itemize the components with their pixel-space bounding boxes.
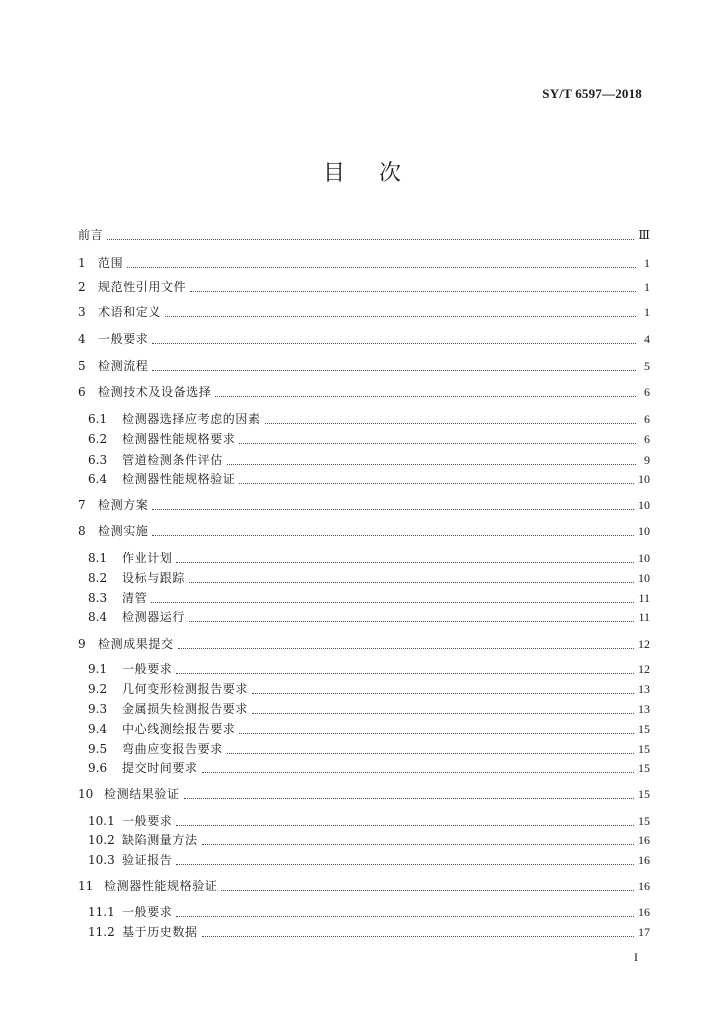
toc-entry-page: 16: [638, 833, 650, 847]
toc-entry[interactable]: [88, 451, 650, 469]
toc-entry-label: 一般要求: [122, 905, 173, 919]
toc-entry-label: 检测实施: [98, 524, 149, 538]
toc-entry-number: 9.5: [88, 742, 108, 756]
toc-entry-page: 15: [638, 787, 650, 801]
toc-entry-label: 范围: [98, 256, 124, 270]
footer-page-number: I: [634, 950, 638, 964]
toc-leader-dots: [176, 550, 634, 563]
toc-entry-number: 6.2: [88, 432, 108, 446]
toc-entry-page: 1: [644, 280, 650, 294]
toc-entry-number: 11.2: [88, 925, 115, 939]
toc-entry-label: 检测方案: [98, 498, 149, 512]
toc-entry-label: 几何变形检测报告要求: [122, 682, 249, 696]
toc-entry-page: 15: [638, 722, 650, 736]
toc-entry[interactable]: [88, 470, 650, 488]
toc-entry-page: 10: [638, 524, 650, 538]
toc-entry-number: 10.3: [88, 853, 115, 867]
toc-entry-page: 6: [644, 385, 650, 399]
toc-entry-label: 管道检测条件评估: [122, 453, 223, 467]
toc-leader-dots: [202, 924, 634, 937]
toc-entry-page: 16: [638, 879, 650, 893]
toc-entry-number: 6.3: [88, 453, 108, 467]
toc-entry-number: 11: [78, 879, 94, 893]
toc-entry-page: 1: [644, 305, 650, 319]
toc-entry-label: 前言: [78, 228, 104, 242]
toc-entry-page: 12: [638, 662, 650, 676]
toc-entry-page: 4: [644, 332, 650, 346]
toc-entry[interactable]: [88, 923, 650, 941]
toc-leader-dots: [152, 331, 636, 344]
toc-leader-dots: [152, 497, 634, 510]
toc-leader-dots: [265, 411, 636, 424]
toc-entry-number: 5: [78, 359, 86, 373]
toc-entry-label: 中心线测绘报告要求: [122, 722, 236, 736]
toc-entry-label: 设标与跟踪: [122, 571, 186, 585]
toc-leader-dots: [189, 570, 634, 583]
toc-entry[interactable]: [88, 740, 650, 758]
toc-leader-dots: [176, 852, 634, 865]
toc-entry[interactable]: [88, 680, 650, 698]
toc-entry[interactable]: [88, 569, 650, 587]
toc-entry[interactable]: [78, 226, 650, 244]
toc-entry-number: 11.1: [88, 905, 115, 919]
toc-entry-number: 6.1: [88, 412, 108, 426]
toc-entry-page: 15: [638, 814, 650, 828]
toc-entry[interactable]: [88, 700, 650, 718]
toc-entry[interactable]: [78, 330, 650, 348]
toc-entry-label: 检测结果验证: [104, 787, 180, 801]
toc-entry-number: 10: [78, 787, 94, 801]
toc-entry-page: 6: [644, 412, 650, 426]
toc-entry[interactable]: [78, 278, 650, 296]
toc-entry-page: 12: [638, 637, 650, 651]
toc-entry[interactable]: [78, 496, 650, 514]
toc-entry-label: 检测流程: [98, 359, 149, 373]
toc-leader-dots: [151, 590, 634, 603]
toc-entry-page: 10: [638, 472, 650, 486]
toc-entry-page: 10: [638, 571, 650, 585]
toc-leader-dots: [127, 255, 636, 268]
toc-leader-dots: [227, 452, 636, 465]
toc-entry-page: 5: [644, 359, 650, 373]
toc-leader-dots: [252, 701, 634, 714]
toc-leader-dots: [152, 358, 636, 371]
toc-leader-dots: [239, 431, 636, 444]
toc-entry[interactable]: [78, 522, 650, 540]
toc-entry[interactable]: [88, 660, 650, 678]
toc-leader-dots: [176, 813, 634, 826]
toc-entry-number: 6: [78, 385, 86, 399]
toc-entry[interactable]: [88, 812, 650, 830]
toc-entry-number: 4: [78, 332, 86, 346]
toc-entry-number: 8.1: [88, 551, 108, 565]
toc-leader-dots: [227, 741, 634, 754]
toc-entry-label: 清管: [122, 591, 148, 605]
toc-entry-number: 3: [78, 305, 86, 319]
toc-leader-dots: [189, 609, 634, 622]
toc-entry-label: 术语和定义: [98, 305, 162, 319]
toc-leader-dots: [107, 227, 634, 240]
toc-entry-number: 10.1: [88, 814, 115, 828]
toc-entry-page: 15: [638, 742, 650, 756]
toc-leader-dots: [184, 786, 634, 799]
toc-entry-page: 10: [638, 498, 650, 512]
toc-entry[interactable]: [88, 608, 650, 626]
toc-entry-page: 11: [638, 610, 650, 624]
toc-leader-dots: [152, 523, 634, 536]
toc-entry-number: 8.2: [88, 571, 108, 585]
toc-entry-label: 检测器性能规格要求: [122, 432, 236, 446]
toc-entry[interactable]: [78, 357, 650, 375]
toc-leader-dots: [178, 636, 634, 649]
standard-code: SY/T 6597—2018: [542, 86, 642, 101]
toc-entry[interactable]: [88, 831, 650, 849]
toc-entry[interactable]: [78, 635, 650, 653]
toc-entry[interactable]: [88, 851, 650, 869]
toc-leader-dots: [165, 304, 636, 317]
toc-entry-number: 7: [78, 498, 86, 512]
toc-entry-label: 基于历史数据: [122, 925, 198, 939]
toc-entry-page: 16: [638, 853, 650, 867]
toc-entry[interactable]: [88, 549, 650, 567]
toc-entry-label: 弯曲应变报告要求: [122, 742, 223, 756]
toc-entry-page: 6: [644, 432, 650, 446]
toc-entry-label: 验证报告: [122, 853, 173, 867]
toc-entry[interactable]: [88, 903, 650, 921]
toc-entry-number: 9.1: [88, 662, 108, 676]
toc-entry-label: 缺陷测量方法: [122, 833, 198, 847]
toc-entry-page: 11: [638, 591, 650, 605]
toc-entry-number: 9.3: [88, 702, 108, 716]
toc-entry[interactable]: [88, 430, 650, 448]
toc-entry-number: 9.4: [88, 722, 108, 736]
toc-entry-label: 检测成果提交: [98, 637, 174, 651]
toc-entry-number: 8: [78, 524, 86, 538]
toc-leader-dots: [215, 384, 636, 397]
toc-entry-label: 作业计划: [122, 551, 173, 565]
toc-entry[interactable]: [78, 254, 650, 272]
toc-entry-label: 规范性引用文件: [98, 280, 187, 294]
toc-entry-label: 检测器运行: [122, 610, 186, 624]
toc-entry-number: 9: [78, 637, 86, 651]
toc-entry-page: 1: [644, 256, 650, 270]
toc-entry-number: 10.2: [88, 833, 115, 847]
toc-entry-page: 13: [638, 702, 650, 716]
toc-entry-page: Ⅲ: [638, 228, 650, 242]
toc-entry[interactable]: [88, 720, 650, 738]
toc-entry-label: 一般要求: [98, 332, 149, 346]
toc-entry-label: 金属损失检测报告要求: [122, 702, 249, 716]
toc-entry[interactable]: [78, 877, 650, 895]
toc-entry[interactable]: [78, 785, 650, 803]
toc-entry[interactable]: [78, 303, 650, 321]
toc-entry[interactable]: [88, 410, 650, 428]
toc-entry-label: 检测技术及设备选择: [98, 385, 212, 399]
toc-entry-label: 检测器性能规格验证: [104, 879, 218, 893]
toc-leader-dots: [176, 661, 634, 674]
toc-leader-dots: [221, 878, 634, 891]
toc-entry-number: 9.2: [88, 682, 108, 696]
toc-entry-label: 检测器性能规格验证: [122, 472, 236, 486]
toc-entry-page: 17: [638, 925, 650, 939]
toc-entry-label: 提交时间要求: [122, 761, 198, 775]
toc-leader-dots: [190, 279, 636, 292]
toc-entry-page: 9: [644, 453, 650, 467]
toc-entry-page: 13: [638, 682, 650, 696]
toc-leader-dots: [202, 760, 634, 773]
toc-entry-number: 1: [78, 256, 86, 270]
toc-leader-dots: [252, 681, 634, 694]
toc-entry[interactable]: [78, 383, 650, 401]
toc-leader-dots: [239, 471, 634, 484]
toc-entry[interactable]: [88, 589, 650, 607]
toc-entry-label: 一般要求: [122, 814, 173, 828]
toc-entry-page: 16: [638, 905, 650, 919]
toc-entry-number: 9.6: [88, 761, 108, 775]
toc-entry-number: 8.3: [88, 591, 108, 605]
toc-entry-label: 一般要求: [122, 662, 173, 676]
toc-entry-number: 6.4: [88, 472, 108, 486]
toc-leader-dots: [176, 904, 634, 917]
toc-entry-number: 8.4: [88, 610, 108, 624]
toc-entry-label: 检测器选择应考虑的因素: [122, 412, 261, 426]
toc-entry-page: 10: [638, 551, 650, 565]
page-title: 目次: [322, 161, 435, 186]
toc-entry-number: 2: [78, 280, 86, 294]
toc-entry[interactable]: [88, 759, 650, 777]
toc-entry-page: 15: [638, 761, 650, 775]
toc-leader-dots: [202, 832, 634, 845]
toc-leader-dots: [239, 721, 634, 734]
